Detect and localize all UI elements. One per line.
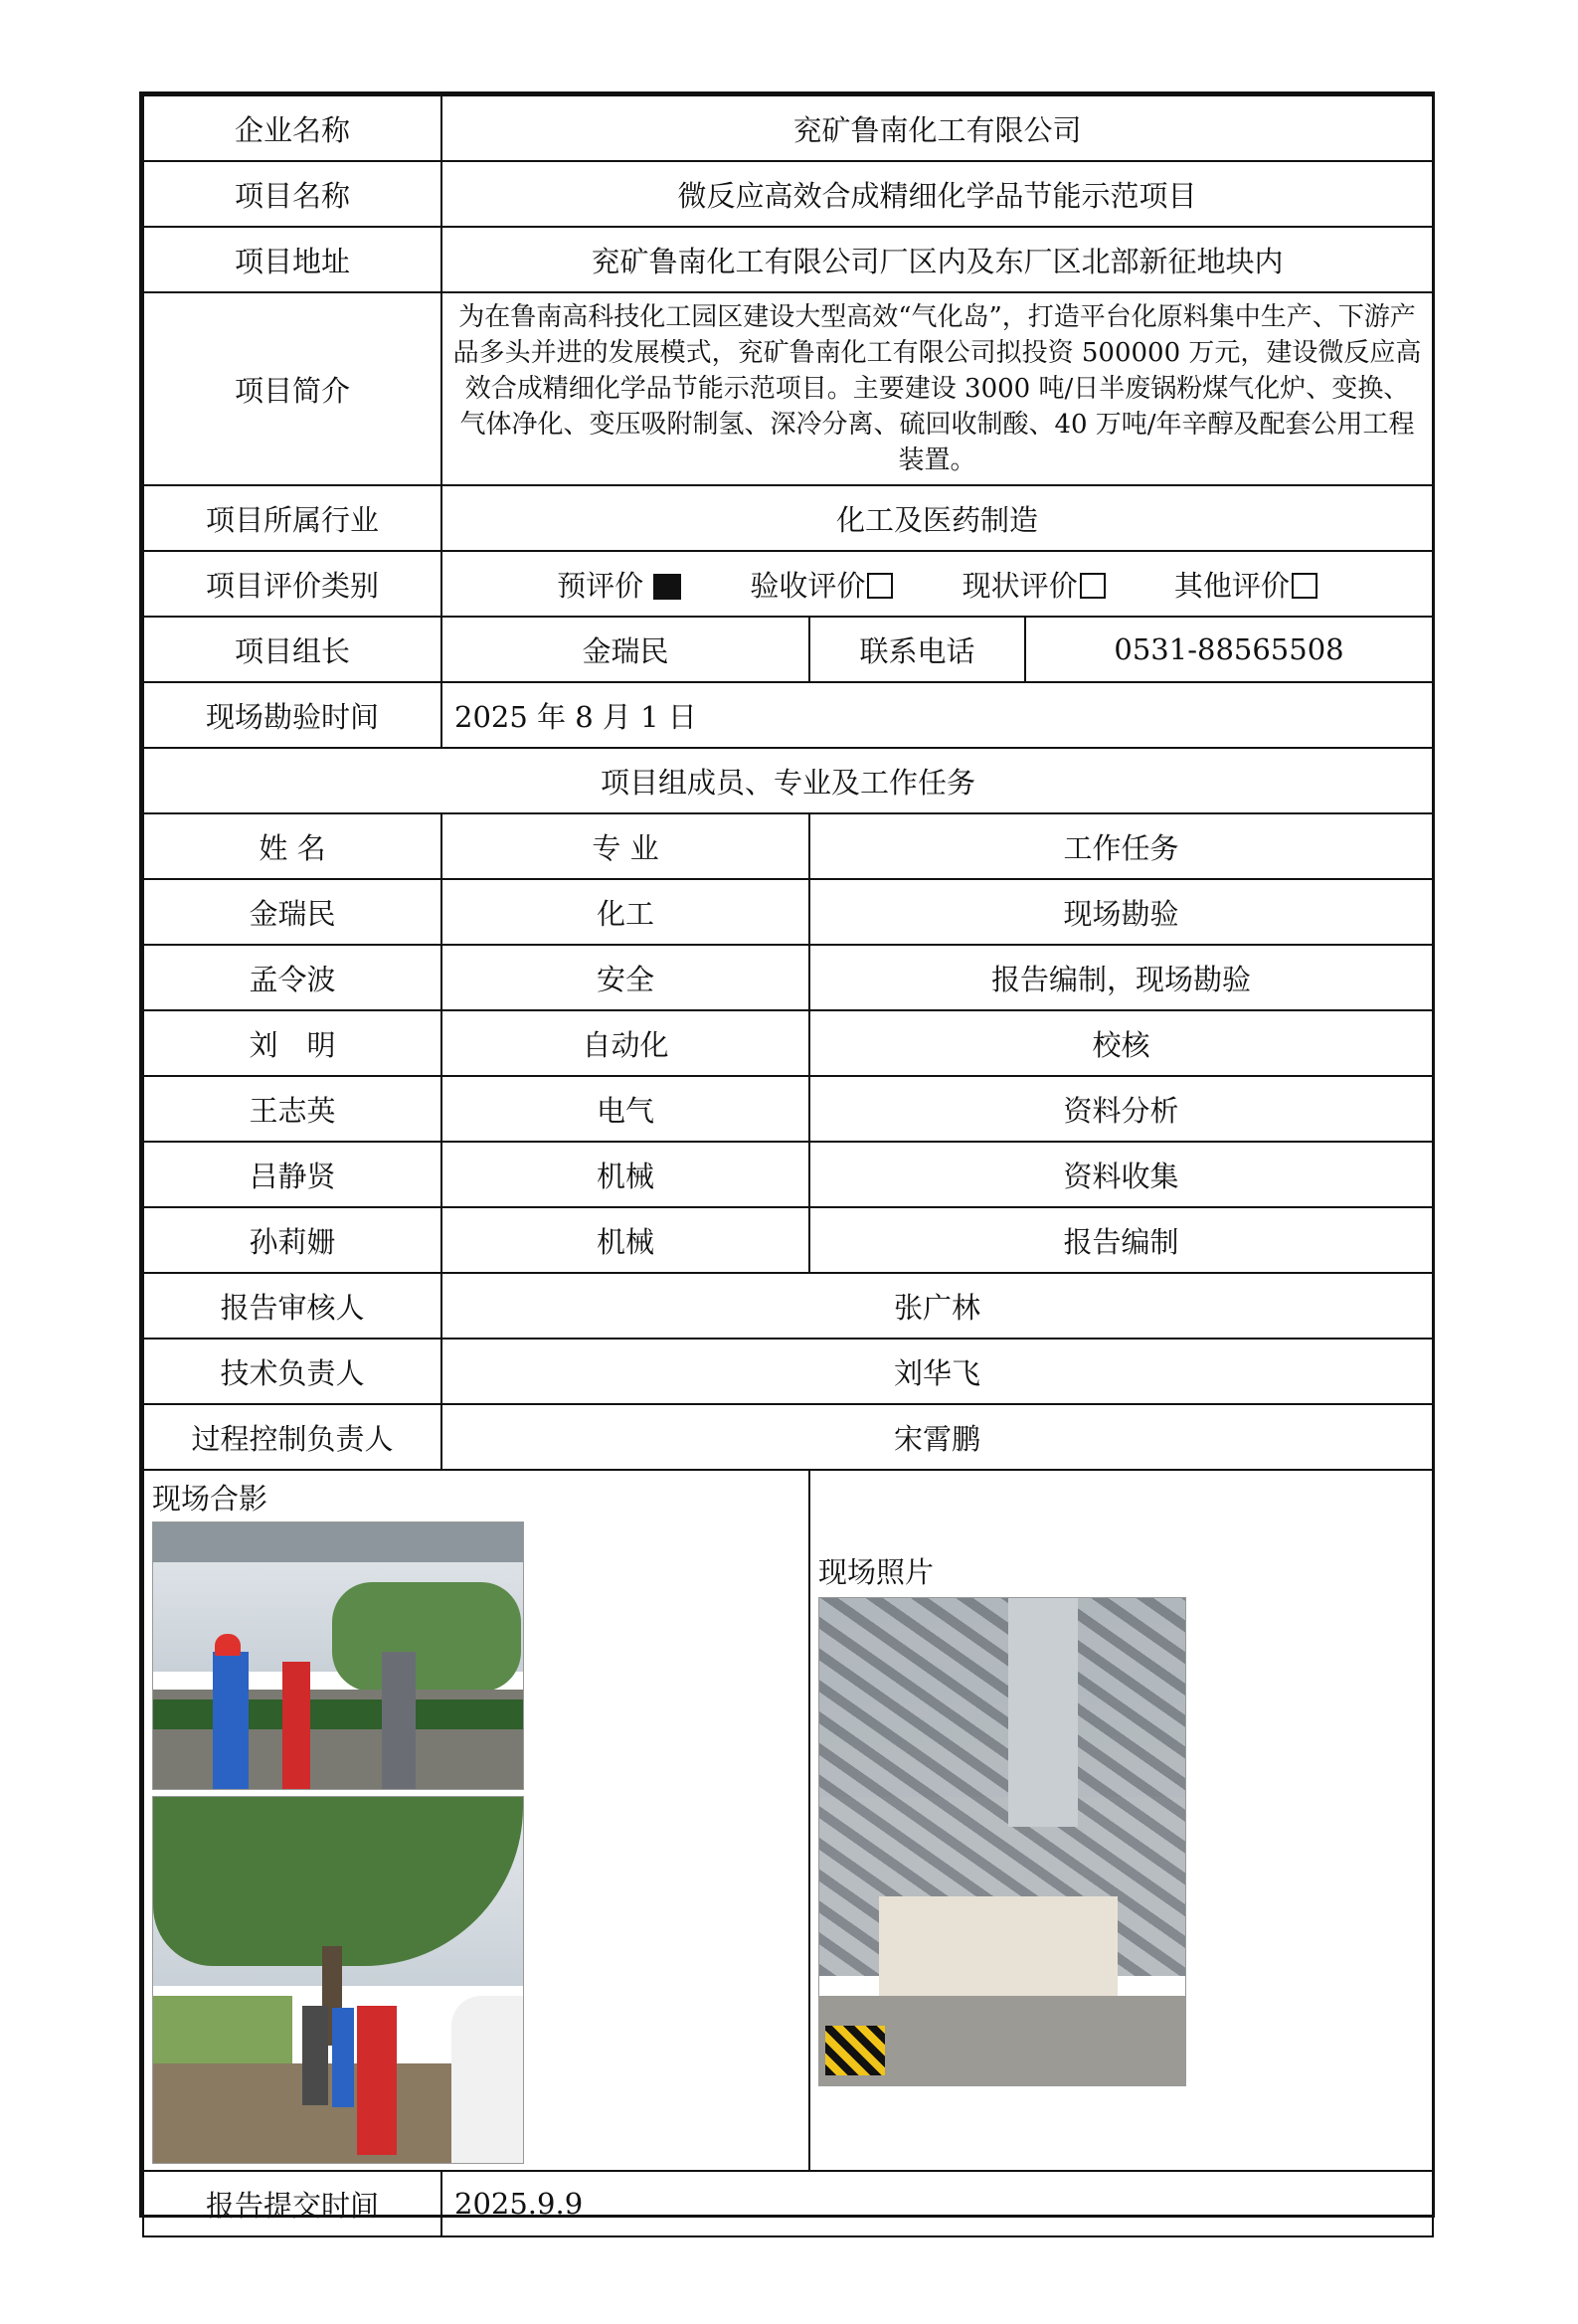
table-row — [143, 945, 1433, 1010]
photo-car — [451, 1996, 523, 2163]
member-major: 化工 — [441, 879, 809, 945]
photo-hazard-barrier — [825, 2026, 885, 2075]
project-address-value: 兖矿鲁南化工有限公司厂区内及东厂区北部新征地块内 — [441, 227, 1433, 292]
table-row — [143, 879, 1433, 945]
phone-value: 0531-88565508 — [1025, 617, 1433, 682]
eval-option-other-label: 其他评价 — [1173, 568, 1290, 603]
company-row — [143, 95, 1433, 161]
eval-option-pre-label: 预评价 — [557, 568, 644, 603]
unchecked-box-icon — [1080, 573, 1106, 599]
member-major: 自动化 — [441, 1010, 809, 1076]
eval-option-acceptance-label: 验收评价 — [750, 568, 866, 603]
table-row — [143, 1142, 1433, 1207]
project-name-row — [143, 161, 1433, 227]
site-photo-caption: 现场照片 — [818, 1555, 935, 1589]
eval-option-pre[interactable] — [557, 564, 681, 605]
project-intro-value: 为在鲁南高科技化工园区建设大型高效“气化岛”，打造平台化原料集中生产、下游产品多头并进的发展模式，兖矿鲁南化工有限公司拟投资 500000 万元，建设微反应高效合成精细化学品节能示范项目。主要建设 3000 吨/日半废锅粉煤气化炉、变换、气体净化、变压吸附制氢、深冷分离、硫回收制酸、40 万吨/年辛醇及配套公用工程装置。 — [441, 292, 1433, 485]
photo-person-blue — [332, 2008, 354, 2107]
table-row — [143, 1207, 1433, 1273]
members-title-row — [143, 748, 1433, 813]
leader-value: 金瑞民 — [441, 617, 809, 682]
member-major: 电气 — [441, 1076, 809, 1142]
photo-duct — [1008, 1598, 1078, 1827]
phone-label: 联系电话 — [809, 617, 1025, 682]
eval-option-status[interactable] — [963, 564, 1106, 605]
survey-time-row — [143, 682, 1433, 748]
project-name-value: 微反应高效合成精细化学品节能示范项目 — [441, 161, 1433, 227]
unchecked-box-icon — [1292, 573, 1317, 599]
member-task: 现场勘验 — [809, 879, 1433, 945]
site-photo-cell — [809, 1470, 1433, 2171]
member-major: 机械 — [441, 1207, 809, 1273]
photo-person-grey — [382, 1652, 416, 1789]
survey-time-value: 2025 年 8 月 1 日 — [441, 682, 1433, 748]
member-task: 资料分析 — [809, 1076, 1433, 1142]
industry-value: 化工及医药制造 — [441, 485, 1433, 551]
member-major: 机械 — [441, 1142, 809, 1207]
process-lead-label: 过程控制负责人 — [143, 1404, 441, 1470]
member-task: 资料收集 — [809, 1142, 1433, 1207]
eval-option-status-label: 现状评价 — [962, 568, 1078, 603]
member-name: 王志英 — [143, 1076, 441, 1142]
group-photo-2 — [152, 1796, 524, 2164]
industry-row — [143, 485, 1433, 551]
group-photo-cell — [143, 1470, 809, 2171]
tech-lead-label: 技术负责人 — [143, 1339, 441, 1404]
member-task: 报告编制，现场勘验 — [809, 945, 1433, 1010]
photo-person-dark — [302, 2006, 328, 2105]
eval-option-other[interactable] — [1174, 564, 1317, 605]
project-name-label: 项目名称 — [143, 161, 441, 227]
submit-time-label: 报告提交时间 — [143, 2171, 441, 2236]
tech-lead-value: 刘华飞 — [441, 1339, 1433, 1404]
site-photo — [818, 1597, 1186, 2086]
process-lead-row — [143, 1404, 1433, 1470]
checked-box-icon — [653, 574, 681, 600]
leader-label: 项目组长 — [143, 617, 441, 682]
photo-hedge — [153, 1699, 523, 1729]
header-task: 工作任务 — [809, 813, 1433, 879]
group-photo-1 — [152, 1521, 524, 1790]
photo-helmet — [215, 1634, 241, 1656]
project-intro-row — [143, 292, 1433, 485]
group-photo-caption: 现场合影 — [152, 1482, 268, 1516]
tech-lead-row — [143, 1339, 1433, 1404]
member-name: 孟令波 — [143, 945, 441, 1010]
photo-trees — [332, 1582, 521, 1692]
photo-person-red — [282, 1662, 310, 1789]
members-title: 项目组成员、专业及工作任务 — [143, 748, 1433, 813]
submit-time-row — [143, 2171, 1433, 2236]
member-name: 吕静贤 — [143, 1142, 441, 1207]
company-value: 兖矿鲁南化工有限公司 — [441, 95, 1433, 161]
member-major: 安全 — [441, 945, 809, 1010]
member-task: 报告编制 — [809, 1207, 1433, 1273]
eval-type-label: 项目评价类别 — [143, 551, 441, 617]
eval-type-row — [143, 551, 1433, 617]
survey-time-label: 现场勘验时间 — [143, 682, 441, 748]
member-name: 金瑞民 — [143, 879, 441, 945]
project-address-label: 项目地址 — [143, 227, 441, 292]
member-task: 校核 — [809, 1010, 1433, 1076]
member-name: 孙莉姗 — [143, 1207, 441, 1273]
member-name: 刘 明 — [143, 1010, 441, 1076]
photo-person-blue — [213, 1652, 249, 1789]
eval-option-acceptance[interactable] — [750, 564, 893, 605]
photos-row — [143, 1470, 1433, 2171]
project-address-row — [143, 227, 1433, 292]
project-info-form — [139, 91, 1435, 2223]
process-lead-value: 宋霄鹏 — [441, 1404, 1433, 1470]
submit-time-value: 2025.9.9 — [441, 2171, 1433, 2236]
reviewer-value: 张广林 — [441, 1273, 1433, 1339]
header-major: 专 业 — [441, 813, 809, 879]
reviewer-label: 报告审核人 — [143, 1273, 441, 1339]
photo-person-red — [357, 2006, 397, 2155]
photo-building — [879, 1896, 1118, 1996]
project-intro-label: 项目简介 — [143, 292, 441, 485]
eval-type-options — [441, 551, 1433, 617]
photo-canopy — [153, 1522, 523, 1562]
company-label: 企业名称 — [143, 95, 441, 161]
table-row — [143, 1010, 1433, 1076]
unchecked-box-icon — [867, 573, 893, 599]
header-name: 姓 名 — [143, 813, 441, 879]
info-table — [142, 94, 1434, 2237]
leader-row — [143, 617, 1433, 682]
industry-label: 项目所属行业 — [143, 485, 441, 551]
members-header-row — [143, 813, 1433, 879]
reviewer-row — [143, 1273, 1433, 1339]
table-row — [143, 1076, 1433, 1142]
